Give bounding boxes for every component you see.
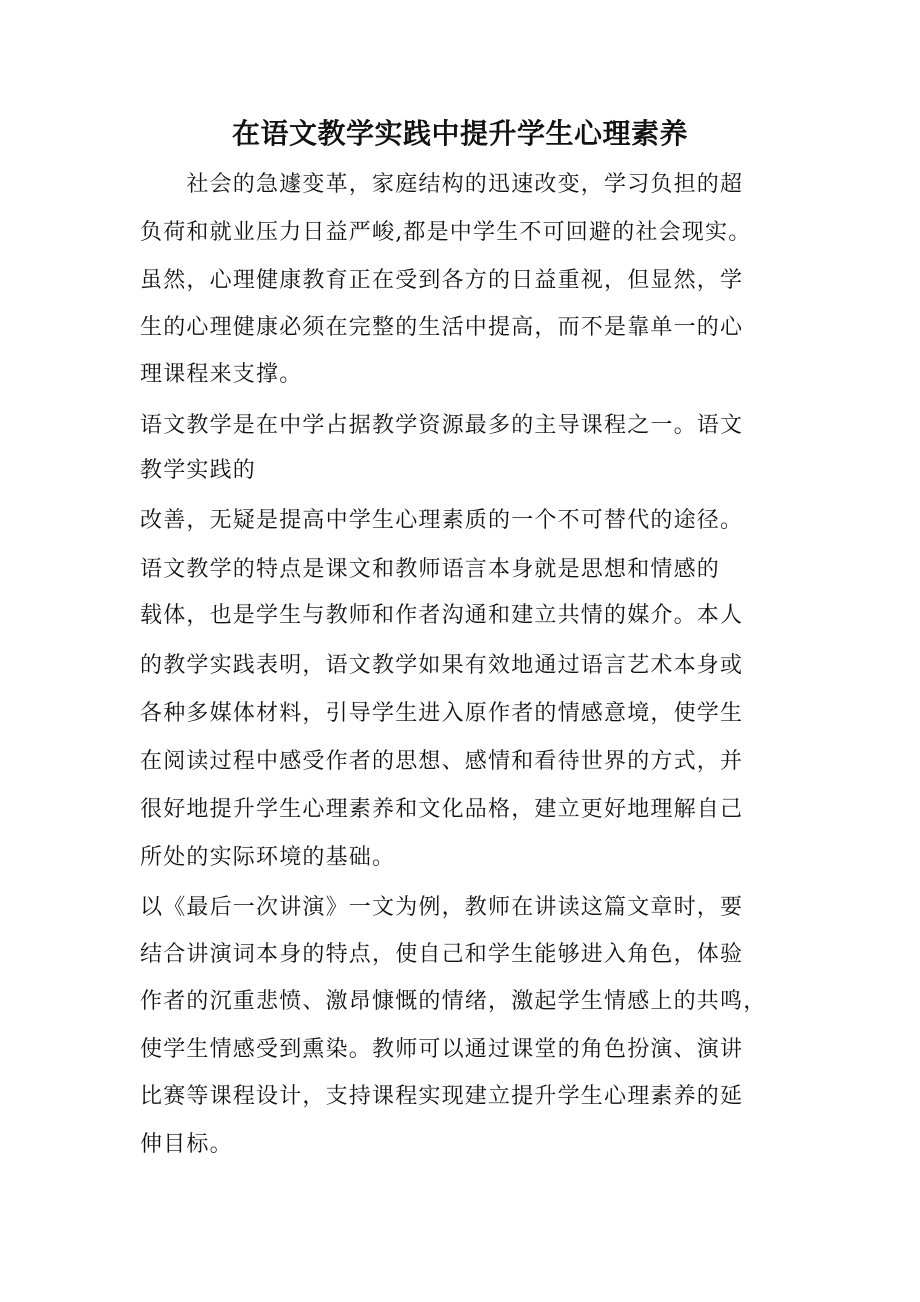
body-line: 很好地提升学生心理素养和文化品格，建立更好地理解自己 [140,797,744,822]
body-line: 的教学实践表明，语文教学如果有效地通过语言艺术本身或 [140,653,744,678]
body-line: 各种多媒体材料，引导学生进入原作者的情感意境，使学生 [140,701,744,726]
body-line: 理课程来支撑。 [140,362,303,387]
body-line: 改善，无疑是提高中学生心理素质的一个不可替代的途径。 [140,508,744,533]
body-line: 所处的实际环境的基础。 [140,845,396,870]
body-line: 以《最后一次讲演》一文为例，教师在讲读这篇文章时，要 [140,895,744,920]
body-line: 语文教学的特点是课文和教师语言本身就是思想和情感的 [140,557,721,582]
body-line: 作者的沉重悲愤、激昂慷慨的情绪，激起学生情感上的共鸣， [140,989,767,1014]
body-line: 语文教学是在中学占据教学资源最多的主导课程之一。语文 [140,413,744,438]
body-line: 载体，也是学生与教师和作者沟通和建立共情的媒介。本人 [140,603,744,628]
body-line: 负荷和就业压力日益严峻,都是中学生不可回避的社会现实。 [140,220,752,245]
body-line: 生的心理健康必须在完整的生活中提高，而不是靠单一的心 [140,315,744,340]
body-line: 伸目标。 [140,1132,233,1157]
body-line: 比赛等课程设计，支持课程实现建立提升学生心理素养的延 [140,1084,744,1109]
body-line: 社会的急遽变革，家庭结构的迅速改变，学习负担的超 [140,172,744,197]
document-title: 在语文教学实践中提升学生心理素养 [231,117,688,150]
body-line: 在阅读过程中感受作者的思想、感情和看待世界的方式，并 [140,749,744,774]
body-line: 虽然，心理健康教育正在受到各方的日益重视，但显然，学 [140,268,744,293]
body-line: 教学实践的 [140,458,257,483]
body-line: 结合讲演词本身的特点，使自己和学生能够进入角色，体验 [140,942,744,967]
body-line: 使学生情感受到熏染。教师可以通过课堂的角色扮演、演讲 [140,1037,744,1062]
